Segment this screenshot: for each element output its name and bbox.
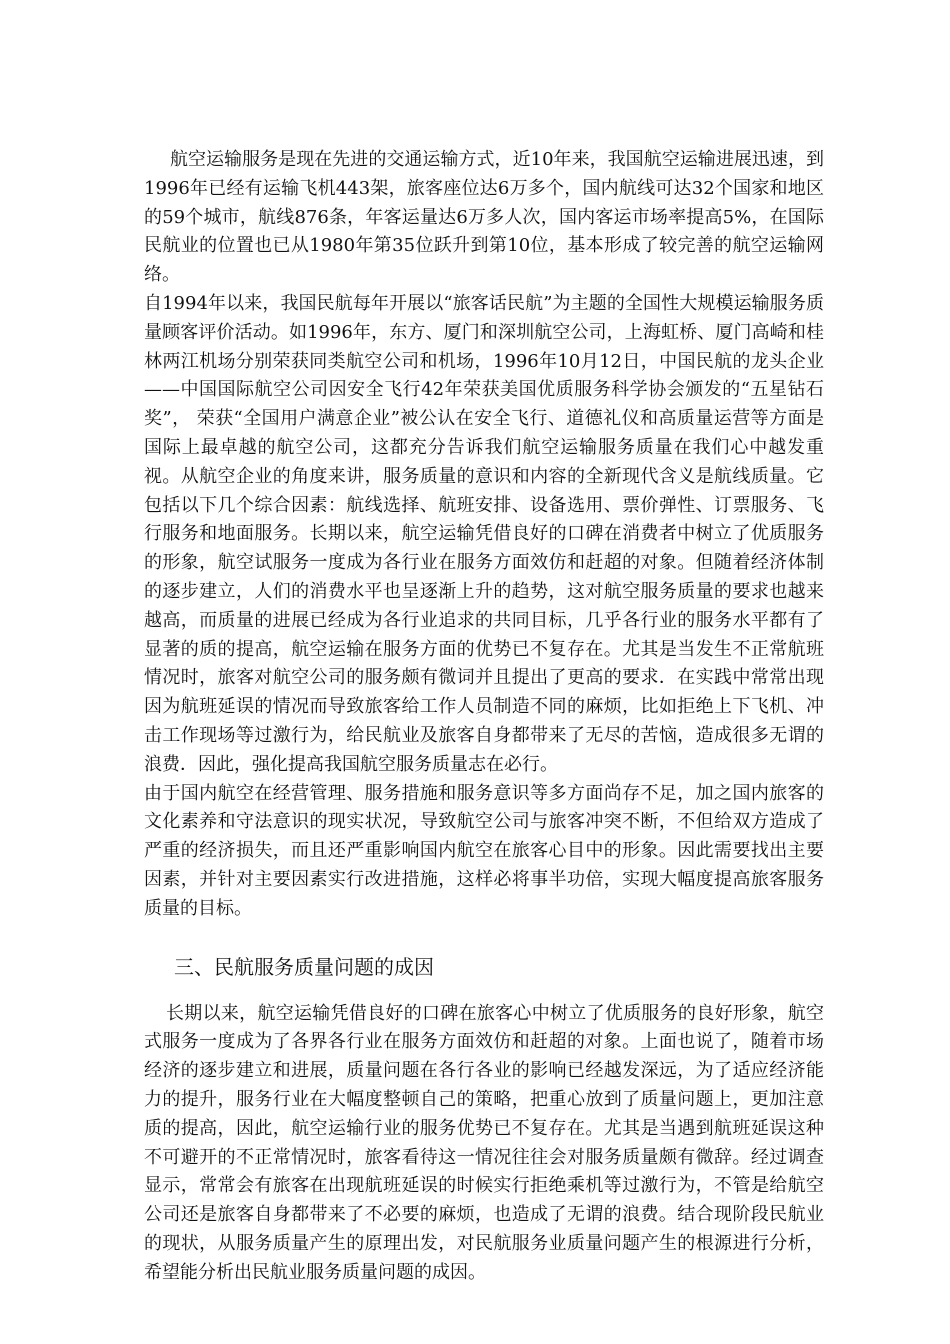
section-heading: 三、民航服务质量问题的成因	[174, 954, 434, 979]
document-page	[144, 146, 824, 1287]
paragraph-service-quality-evaluation: 自1994年以来，我国民航每年开展以“旅客话民航”为主题的全国性大规模运输服务质量顾客评价活动。如1996年，东方、厦门和深圳航空公司，上海虹桥、厦门高崎和桂林两江机场分别荣获同类航空公司和机场，1996年10月12日，中国民航的龙头企业——中国国际航空公司因安全飞行42年荣获美国优质服务科学协会颁发的“五星钻石奖”， 荣获“全国用户满意企业”被公认在安全飞行、道德礼仪和高质量运营等方面是国际上最卓越的航空公司，这都充分告诉我们航空运输服务质量在我们心中越发重视。从航空企业的角度来讲，服务质量的意识和内容的全新现代含义是航线质量。它包括以下几个综合因素：航线选择、航班安排、设备选用、票价弹性、订票服务、飞行服务和地面服务。长期以来，航空运输凭借良好的口碑在消费者中树立了优质服务的形象，航空试服务一度成为各行业在服务方面效仿和赶超的对象。但随着经济体制的逐步建立，人们的消费水平也呈逐渐上升的趋势，这对航空服务质量的要求也越来越高，而质量的进展已经成为各行业追求的共同目标，几乎各行业的服务水平都有了显著的质的提高，航空运输在服务方面的优势已不复存在。尤其是当发生不正常航班情况时，旅客对航空公司的服务颇有微词并且提出了更高的要求．在实践中常常出现因为航班延误的情况而导致旅客给工作人员制造不同的麻烦，比如拒绝上下飞机、冲击工作现场等过激行为，给民航业及旅客自身都带来了无尽的苦恼，造成很多无谓的浪费．因此，强化提高我国航空服务质量志在必行。	[144, 292, 824, 775]
paragraph-air-transport-overview: 航空运输服务是现在先进的交通运输方式，近10年来，我国航空运输进展迅速，到1996年已经有运输飞机443架，旅客座位达6万多个，国内航线可达32个国家和地区的59个城市，航线876条，年客运量达6万多人次，国内客运市场率提高5%，在国际民航业的位置也已从1980年第35位跃升到第10位，基本形成了较完善的航空运输网络。	[144, 149, 824, 286]
paragraph-conflict-causes: 由于国内航空在经营管理、服务措施和服务意识等多方面尚存不足，加之国内旅客的文化素养和守法意识的现实状况，导致航空公司与旅客冲突不断，不但给双方造成了严重的经济损失，而且还严重影响国内航空在旅客心目中的形象。因此需要找出主要因素，并针对主要因素实行改进措施，这样必将事半功倍，实现大幅度提高旅客服务质量的目标。	[144, 782, 824, 919]
paragraph-quality-problem-causes: 长期以来，航空运输凭借良好的口碑在旅客心中树立了优质服务的良好形象，航空式服务一度成为了各界各行业在服务方面效仿和赶超的对象。上面也说了，随着市场经济的逐步建立和进展，质量问题在各行各业的影响已经越发深远，为了适应经济能力的提升，服务行业在大幅度整顿自己的策略，把重心放到了质量问题上，更加注意质的提高，因此，航空运输行业的服务优势已不复存在。尤其是当遇到航班延误这种不可避开的不正常情况时，旅客看待这一情况往往会对服务质量颇有微辞。经过调查显示，常常会有旅客在出现航班延误的时候实行拒绝乘机等过激行为，不管是给航空公司还是旅客自身都带来了不必要的麻烦，也造成了无谓的浪费。结合现阶段民航业的现状，从服务质量产生的原理出发，对民航服务业质量问题产生的根源进行分析，希望能分析出民航业服务质量问题的成因。	[144, 1002, 824, 1283]
